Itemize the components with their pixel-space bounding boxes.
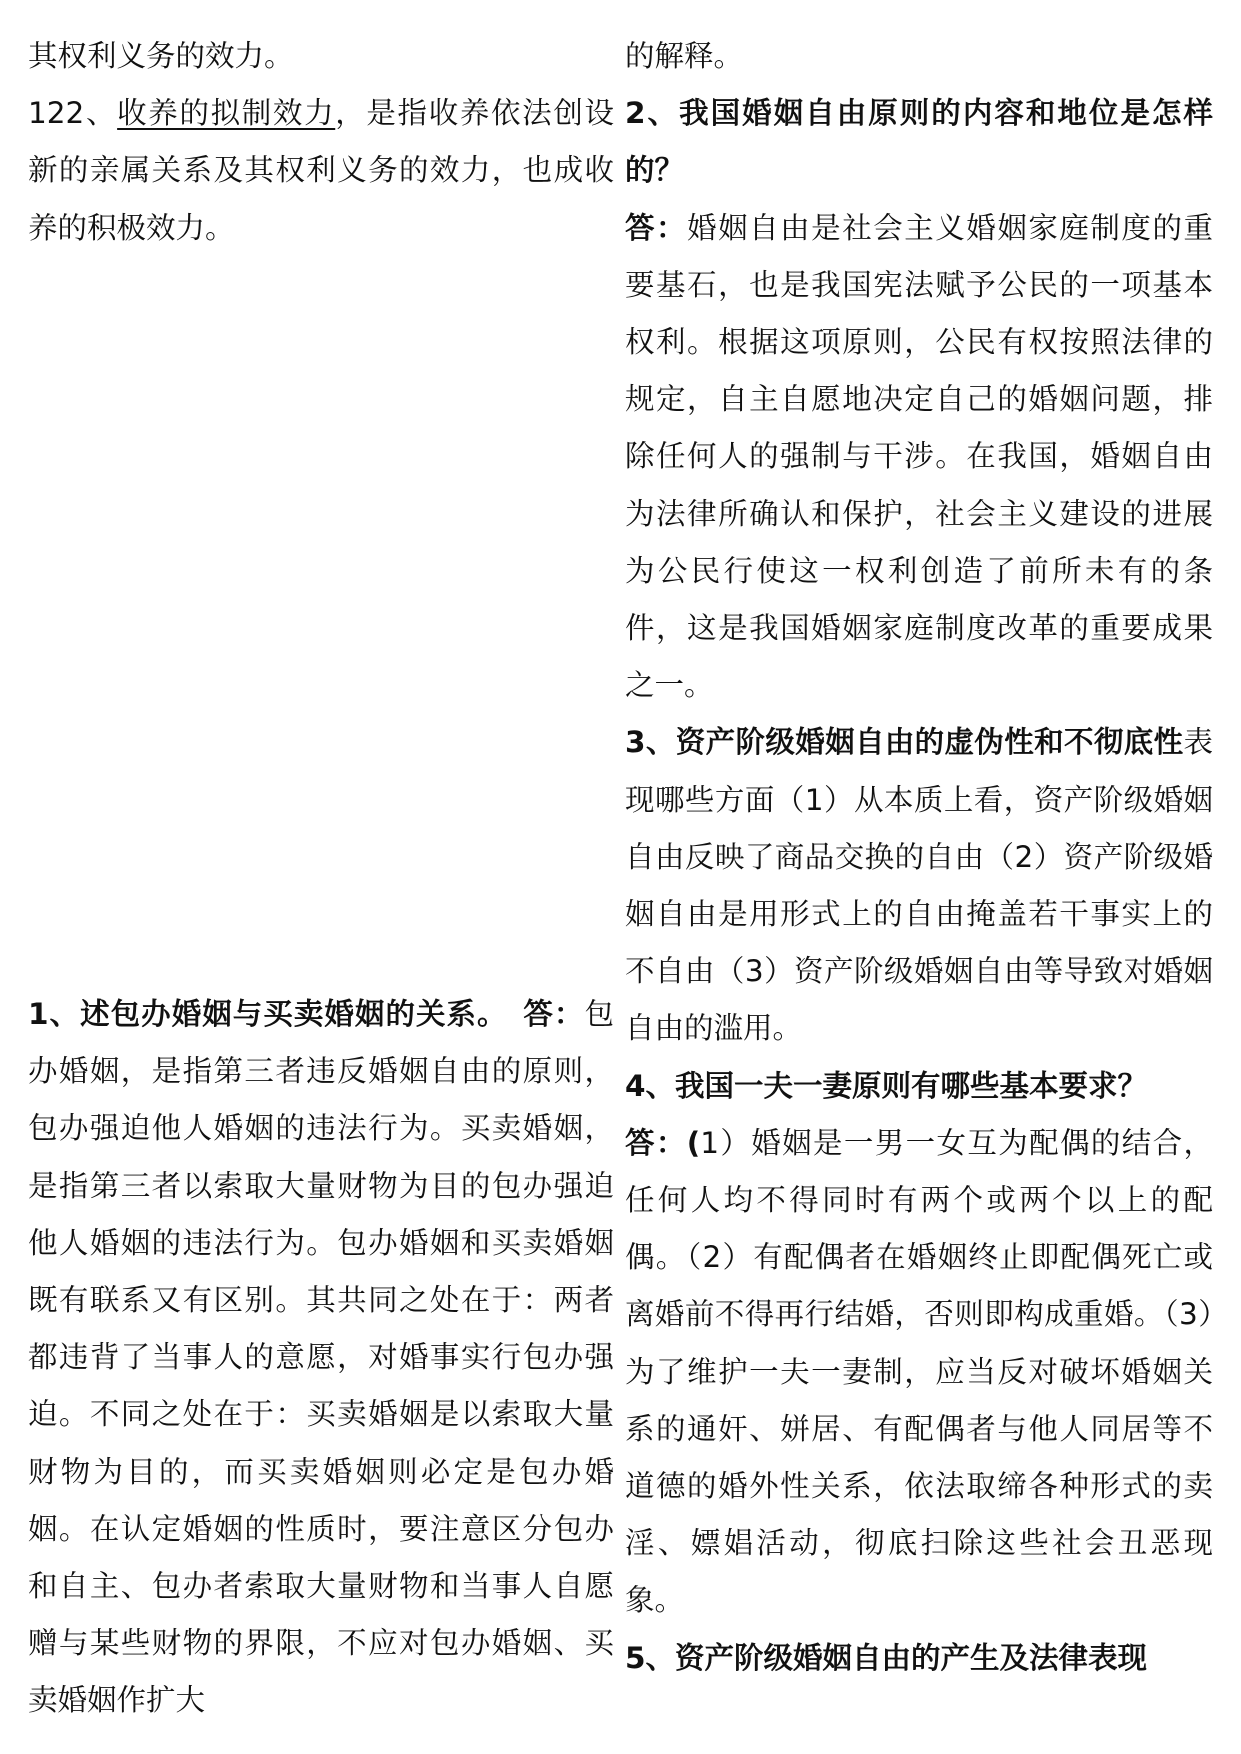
question-1	[28, 986, 614, 1730]
continued-text: 的解释。	[625, 39, 744, 73]
question-5-title: 5、资产阶级婚姻自由的产生及法律表现	[625, 1640, 1148, 1675]
question-1-title: 1、述包办婚姻与买卖婚姻的关系。	[28, 997, 493, 1031]
answer-label: 答：(	[625, 1125, 701, 1160]
defined-term: 收养的拟制效力	[117, 96, 336, 131]
answer-2	[625, 200, 1213, 715]
continued-text: 其权利义务的效力。	[28, 39, 294, 73]
question-1-block	[28, 986, 614, 1730]
question-3	[625, 714, 1213, 1057]
answer-label: 答：	[523, 997, 585, 1031]
definition-text: ，是指收养依法创设新的亲属关系及其权利义务的效力，也成收养的积极效力。	[28, 96, 614, 245]
answer-2-text: 婚姻自由是社会主义婚姻家庭制度的重要基石，也是我国宪法赋予公民的一项基本权利。根据这项原则，公民有权按照法律的规定，自主自愿地决定自己的婚姻问题，排除任何人的强制与干涉。在我国，婚姻自由为法律所确认和保护，社会主义建设的进展为公民行使这一权利创造了前所未有的条件，这是我国婚姻家庭制度改革的重要成果之一。	[625, 210, 1213, 703]
question-2-title: 2、我国婚姻自由原则的内容和地位是怎样的？	[625, 96, 1213, 188]
question-3-title: 3、资产阶级婚姻自由的虚伪性和不彻底性	[625, 725, 1184, 760]
answer-4-text: 1）婚姻是一男一女互为配偶的结合，任何人均不得同时有两个或两个以上的配偶。（2）有配偶者在婚姻终止即配偶死亡或离婚前不得再行结婚，否则即构成重婚。（3）为了维护一夫一妻制，应当反对破坏婚姻关系的通奸、姘居、有配偶者与他人同居等不道德的婚外性关系，依法取缔各种形式的卖淫、嫖娼活动，彻底扫除这些社会丑恶现象。	[625, 1125, 1213, 1618]
answer-1-text: 包办婚姻，是指第三者违反婚姻自由的原则，包办强迫他人婚姻的违法行为。买卖婚姻，是指第三者以索取大量财物为目的包办强迫他人婚姻的违法行为。包办婚姻和买卖婚姻既有联系又有区别。其共同之处在于：两者都违背了当事人的意愿，对婚事实行包办强迫。不同之处在于：买卖婚姻是以索取大量财物为目的，而买卖婚姻则必定是包办婚姻。在认定婚姻的性质时，要注意区分包办和自主、包办者索取大量财物和当事人自愿赠与某些财物的界限，不应对包办婚姻、买卖婚姻作扩大	[28, 997, 614, 1718]
item-number: 122、	[28, 96, 118, 131]
question-4-title: 4、我国一夫一妻原则有哪些基本要求？	[625, 1068, 1148, 1103]
answer-3-text: 表现哪些方面（1）从本质上看，资产阶级婚姻自由反映了商品交换的自由（2）资产阶级婚姻自由是用形式上的自由掩盖若干事实上的不自由（3）资产阶级婚姻自由等导致对婚姻自由的滥用。	[625, 725, 1213, 1046]
answer-label: 答：	[625, 210, 688, 245]
definition-122	[28, 85, 614, 257]
answer-4	[625, 1115, 1213, 1630]
left-column	[28, 28, 614, 1718]
right-column	[625, 28, 1213, 1687]
